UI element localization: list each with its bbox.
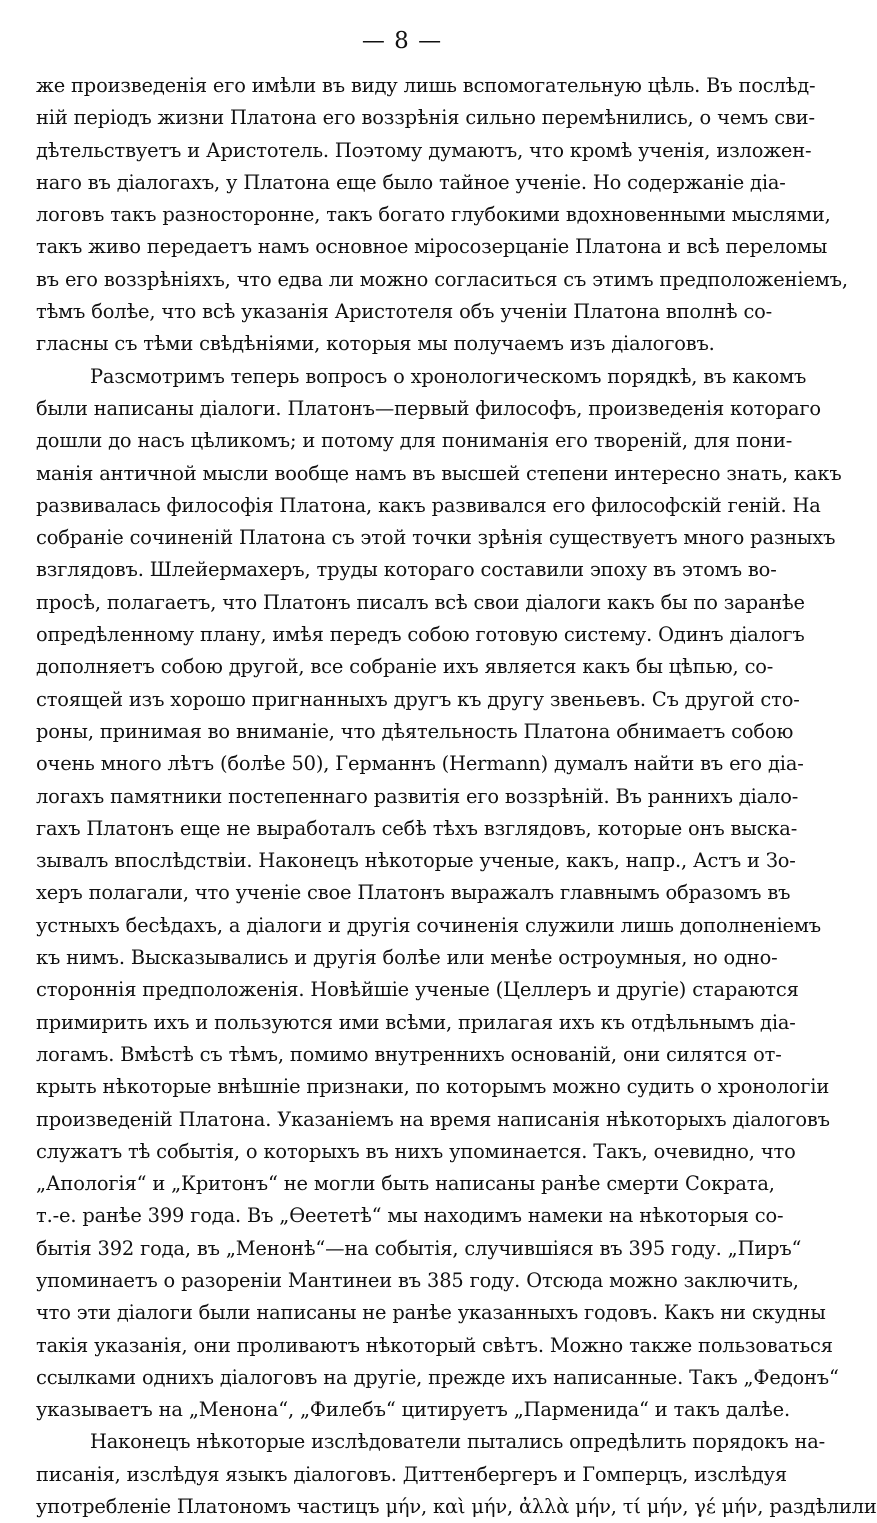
- text-line: наго въ діалогахъ, у Платона еще было тайное ученіе. Но содержаніе діа-: [36, 170, 786, 194]
- text-line: ссылками однихъ діалоговъ на другіе, прежде ихъ написанные. Такъ „Федонъ“: [36, 1365, 839, 1389]
- page-body: [36, 70, 877, 1523]
- text-line: гласны съ тѣми свѣдѣніями, которыя мы получаемъ изъ діалоговъ.: [36, 332, 715, 356]
- text-line: развивалась философія Платона, какъ развивался его философскій геній. На: [36, 493, 821, 517]
- text-line: же произведенія его имѣли въ виду лишь вспомогательную цѣль. Въ послѣд-: [36, 74, 816, 97]
- text-line: упоминаетъ о разореніи Мантинеи въ 385 году. Отсюда можно заключить,: [36, 1268, 799, 1292]
- text-line: дополняетъ собою другой, все собраніе ихъ является какъ бы цѣпью, со-: [36, 655, 774, 679]
- text-line: устныхъ бесѣдахъ, а діалоги и другія сочиненія служили лишь дополненіемъ: [36, 913, 821, 937]
- text-line: бытія 392 года, въ „Менонѣ“—на событія, случившіяся въ 395 году. „Пиръ“: [36, 1236, 802, 1260]
- text-line: гахъ Платонъ еще не выработалъ себѣ тѣхъ взглядовъ, которые онъ выска-: [36, 816, 798, 840]
- text-line: тѣмъ болѣе, что всѣ указанія Аристотеля объ ученіи Платона вполнѣ со-: [36, 300, 773, 324]
- text-line: взглядовъ. Шлейермахеръ, труды котораго составили эпоху въ этомъ во-: [36, 558, 777, 582]
- page-number: — 8 —: [361, 28, 443, 54]
- text-line: херъ полагали, что ученіе свое Платонъ выражалъ главнымъ образомъ въ: [36, 881, 791, 905]
- paragraph-1: [36, 70, 848, 361]
- text-line: что эти діалоги были написаны не ранѣе указанныхъ годовъ. Какъ ни скудны: [36, 1301, 826, 1325]
- paragraph-3: [36, 1426, 877, 1523]
- text-line: стоящей изъ хорошо пригнанныхъ другъ къ другу звеньевъ. Съ другой сто-: [36, 687, 800, 711]
- text-line: логахъ памятники постепеннаго развитія его воззрѣній. Въ раннихъ діало-: [36, 784, 799, 808]
- text-line: зывалъ впослѣдствіи. Наконецъ нѣкоторые ученые, какъ, напр., Астъ и Зо-: [36, 849, 796, 873]
- text-line: были написаны діалоги. Платонъ—первый философъ, произведенія котораго: [36, 396, 821, 420]
- text-line: т.-е. ранѣе 399 года. Въ „Ѳеететѣ“ мы находимъ намеки на нѣкоторыя со-: [36, 1204, 784, 1228]
- text-line: роны, принимая во вниманіе, что дѣятельность Платона обнимаетъ собою: [36, 719, 794, 743]
- text-line: ній періодъ жизни Платона его воззрѣнія сильно перемѣнились, о чемъ сви-: [36, 106, 815, 130]
- text-line: просѣ, полагаетъ, что Платонъ писалъ всѣ свои діалоги какъ бы по заранѣе: [36, 590, 805, 614]
- text-line: крыть нѣкоторые внѣшніе признаки, по которымъ можно судить о хронологіи: [36, 1075, 830, 1099]
- text-line: въ его воззрѣніяхъ, что едва ли можно согласиться съ этимъ предположеніемъ,: [36, 267, 848, 291]
- text-line: такія указанія, они проливаютъ нѣкоторый свѣтъ. Можно также пользоваться: [36, 1333, 833, 1357]
- text-line: къ нимъ. Высказывались и другія болѣе или менѣе остроумныя, но одно-: [36, 946, 778, 970]
- text-line: логовъ такъ разносторонне, такъ богато глубокими вдохновенными мыслями,: [36, 203, 831, 227]
- text-line: такъ живо передаетъ намъ основное міросозерцаніе Платона и всѣ переломы: [36, 235, 828, 259]
- text-line: стороннія предположенія. Новѣйшіе ученые (Целлеръ и другіе) стараются: [36, 978, 799, 1002]
- text-line: употребленіе Платономъ частицъ μήν, καὶ μήν, ἀλλὰ μήν, τί μήν, γέ μήν, раздѣлили: [36, 1495, 877, 1519]
- text-line: произведеній Платона. Указаніемъ на время написанія нѣкоторыхъ діалоговъ: [36, 1107, 830, 1131]
- text-line: собраніе сочиненій Платона съ этой точки зрѣнія существуетъ много разныхъ: [36, 526, 836, 550]
- text-line: служатъ тѣ событія, о которыхъ въ нихъ упоминается. Такъ, очевидно, что: [36, 1139, 796, 1163]
- text-line: писанія, изслѣдуя языкъ діалоговъ. Диттенбергеръ и Гомперцъ, изслѣдуя: [36, 1462, 787, 1486]
- text-line: дѣтельствуетъ и Аристотель. Поэтому думаютъ, что кромѣ ученія, изложен-: [36, 138, 812, 162]
- text-line: „Апологія“ и „Критонъ“ не могли быть написаны ранѣе смерти Сократа,: [36, 1172, 775, 1196]
- text-line: очень много лѣтъ (болѣе 50), Германнъ (Hermann) думалъ найти въ его діа-: [36, 752, 804, 776]
- text-line: Наконецъ нѣкоторые изслѣдователи пытались опредѣлить порядокъ на-: [90, 1430, 826, 1454]
- text-line: опредѣленному плану, имѣя передъ собою готовую систему. Одинъ діалогъ: [36, 623, 805, 647]
- text-line: логамъ. Вмѣстѣ съ тѣмъ, помимо внутреннихъ основаній, они силятся от-: [36, 1042, 782, 1066]
- text-line: манія античной мысли вообще намъ въ высшей степени интересно знать, какъ: [36, 461, 842, 485]
- paragraph-2: [36, 361, 842, 1427]
- text-line: примирить ихъ и пользуются ими всѣми, прилагая ихъ къ отдѣльнымъ діа-: [36, 1010, 796, 1034]
- text-line: указываетъ на „Менона“, „Филебъ“ цитируетъ „Парменида“ и такъ далѣе.: [36, 1398, 790, 1422]
- text-line: Разсмотримъ теперь вопросъ о хронологическомъ порядкѣ, въ какомъ: [90, 364, 807, 388]
- text-line: дошли до насъ цѣликомъ; и потому для пониманія его твореній, для пони-: [36, 429, 793, 453]
